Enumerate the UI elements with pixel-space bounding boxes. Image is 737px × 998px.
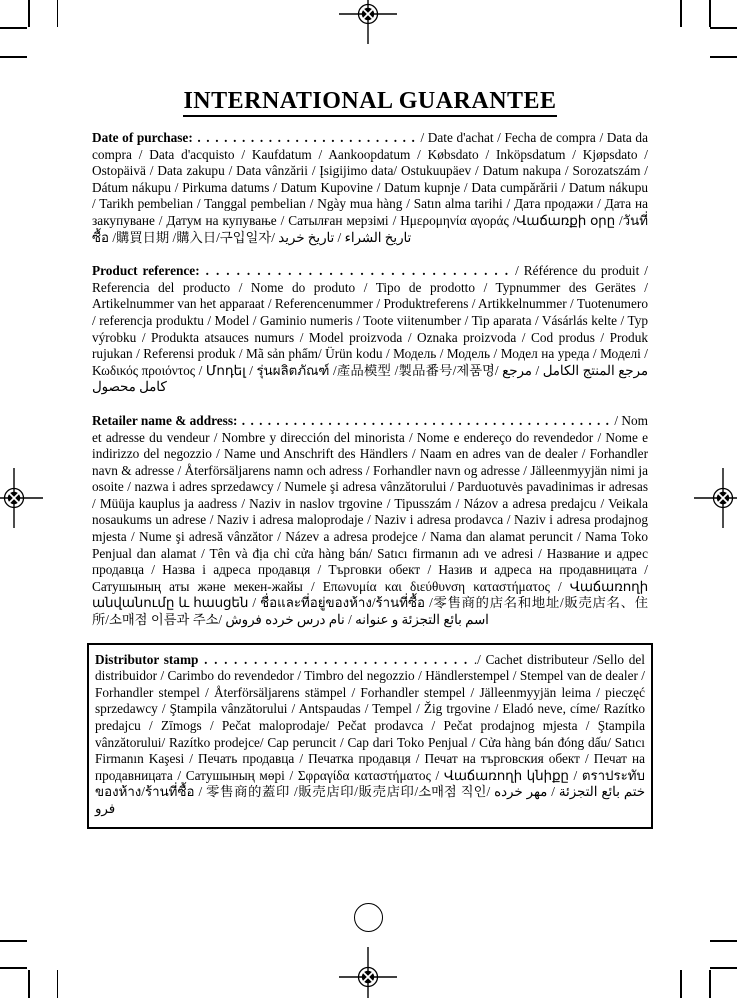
- crop-mark-line: [28, 970, 30, 998]
- field-product-reference: [92, 263, 648, 396]
- crop-mark-line: [57, 0, 59, 27]
- registration-target-icon: [0, 468, 43, 528]
- registration-target-icon: [339, 0, 397, 44]
- page-title: [92, 86, 648, 116]
- crop-mark-line: [709, 970, 711, 998]
- field-label: Product reference:: [92, 263, 200, 279]
- field-translations: / Date d'achat / Fecha de compra / Data da compra / Data d'acquisto / Kaufdatum / Aankoopdatum / Købsdato / Inköpsdatum / Kjøpsdato / Ostopäivä / Data zakupu / Data vânzării / Įsigijimo data/ Ostukuupäev / Datum nakupa / Sorozatszám / Dátum nákupu / Pirkuma datums / Datum Kupovine / Datum kupnje / Data cumpărării / Datum nákupu / Tarikh pembelian / Tanggal pembelian / Ngày mua hàng / Satın alma tarihi / Дата продажи / Дата на закупуване / Датум на купување / Сатылған мерзімі / Ημερομηνία αγοράς /Վաճառքի օրը /วันที่ซื้อ /購買日期 /購入日/구입일자/ تاريخ الشراء / تاريخ خريد: [92, 130, 648, 245]
- crop-mark-line: [710, 940, 737, 942]
- field-label: Retailer name & address:: [92, 412, 238, 428]
- field-translations: / Nom et adresse du vendeur / Nombre y dirección del minorista / Nome e endereço do revendedor / Nome e indirizzo del negozzio / Name und Anschrift des Händlers / Naam en adres van de dealer / Forhandler navn & adresse / Återförsäljarens namn och adress / Forhandler navn og adresse / Jälleenmyyjän nimi ja osoite / nazwa i adres sprzedawcy / Numele şi adresa vânzătorului / Parduotuvės pavadinimas ir adresas / Müüja kauplus ja aadress / Naziv in naslov trgovine / Tipusszám / Názov a adresa predajcu / Veikala nosaukums un adrese / Naziv i adresa maloprodaje / Naziv i adresa prodavca / Naziv i adresa prodajnog mjesta / Nume şi adresă vânzător / Název a adresa prodejce / Nama dan alamat peruncit / Nama Toko Penjual dan alamat / Tên và địa chỉ cửa hàng bán/ Satıcı firmanın adı ve adresi / Название и адрес продавца / Назва і адреса продавця / Търговки обект / Назив и адреса на продавницата / Сатушының аты және мекен-жайы / Επωνυμία και διεύθυνση καταστήματος / Վաճառողի անվանումը և հասցեն / ชื่อและที่อยู่ของห้าง/ร้านที่ซื้อ /零售商的店名和地址/販売店名、住所/소매점 이름과 주소/ اسم بائع التجزئة و عنوانه / نام درس خرده فروش: [92, 412, 648, 628]
- crop-mark-line: [709, 0, 711, 27]
- registration-target-icon: [339, 947, 397, 998]
- field-label: Date of purchase:: [92, 130, 193, 145]
- field-translations: ./ Cachet distributeur /Sello del distribuidor / Carimbo do revendedor / Timbro del negozzio / Händlerstempel / Stempel van de dealer / Forhandler stempel / Återförsäljarens stämpel / Forhandler stempel / Jälleenmyyjän leima / pieczęć sprzedawcy / Ştampila vânzătorului / Antspaudas / Tempel / Žig trgovine / Eladó neve, címe/ Razítko predajcu / Zīmogs / Pečat maloprodaje/ Pečat prodavca / Pečat prodajnog mjesta / Ştampila vânzătorului/ Razítko prodejce/ Cap peruncit / Cap dari Toko Penjual / Cửa hàng bán đóng dấu/ Satıcı Firmanın Kaşesi / Печать продавца / Печатка продавця / Печат на търговския обект / Печат на продавницата / Сатушының мөрі / Σφραγίδα καταστήματος / Վաճառողի կնիքը / ตราประทับของห้าง/ร้านที่ซื้อ / 零售商的蓋印 /販売店印/販売店印/소매점 직인/ ختم بائع التجزئة / مهر خرده فرو: [95, 651, 646, 816]
- field-date-of-purchase: [92, 130, 648, 246]
- crop-mark-line: [710, 967, 737, 969]
- crop-mark-line: [0, 56, 27, 58]
- dotted-leader: . . . . . . . . . . . . . . . . . . . . . . . . . . .: [198, 651, 474, 667]
- crop-mark-line: [0, 27, 27, 29]
- registration-target-icon: [694, 468, 737, 528]
- crop-mark-line: [710, 56, 737, 58]
- crop-mark-line: [0, 940, 27, 942]
- page-title-text: INTERNATIONAL GUARANTEE: [183, 88, 556, 117]
- distributor-stamp-box: [87, 643, 653, 829]
- dotted-leader: . . . . . . . . . . . . . . . . . . . . . . . . . . . . . . . . . . . . . . . . . . .: [237, 412, 615, 428]
- crop-mark-line: [28, 0, 30, 27]
- field-label: Distributor stamp: [95, 651, 199, 667]
- field-translations: / Référence du produit / Referencia del producto / Nome do produto / Tipo de prodotto / Typnummer des Gerätes / Artikelnummer van het apparaat / Referencenummer / Produktreferens / Artikkelnummer / Tuotenumero / referencja produktu / Model / Gaminio numeris / Toote viitenumber / Tip aparata / Vásárlás kelte / Typ výrobku / Produkta atsauces numurs / Model proizvoda / Oznaka proizvoda / Cod produs / Produk rujukan / Referensi produk / Mã sản phẩm/ Ürün kodu / Модель / Модель / Модел на уреда / Моделі / Κωδικός προιόντος / Մոդել / รุ่นผลิตภัณฑ์ /產品模型 /製品番号/제품명/ مرجع المنتج الكامل / مرجع كامل محصول: [92, 263, 649, 395]
- crop-mark-line: [710, 27, 737, 29]
- dotted-leader: . . . . . . . . . . . . . . . . . . . . . . . . .: [192, 130, 421, 145]
- crop-mark-line: [680, 0, 682, 27]
- field-retailer-name-address: [92, 413, 648, 629]
- punch-hole-circle: [354, 903, 383, 932]
- crop-mark-line: [680, 970, 682, 998]
- crop-mark-line: [57, 970, 59, 998]
- dotted-leader: . . . . . . . . . . . . . . . . . . . . . . . . . . . . . .: [199, 263, 516, 279]
- guarantee-content: [92, 86, 648, 829]
- crop-mark-line: [0, 967, 27, 969]
- field-distributor-stamp: [95, 652, 645, 818]
